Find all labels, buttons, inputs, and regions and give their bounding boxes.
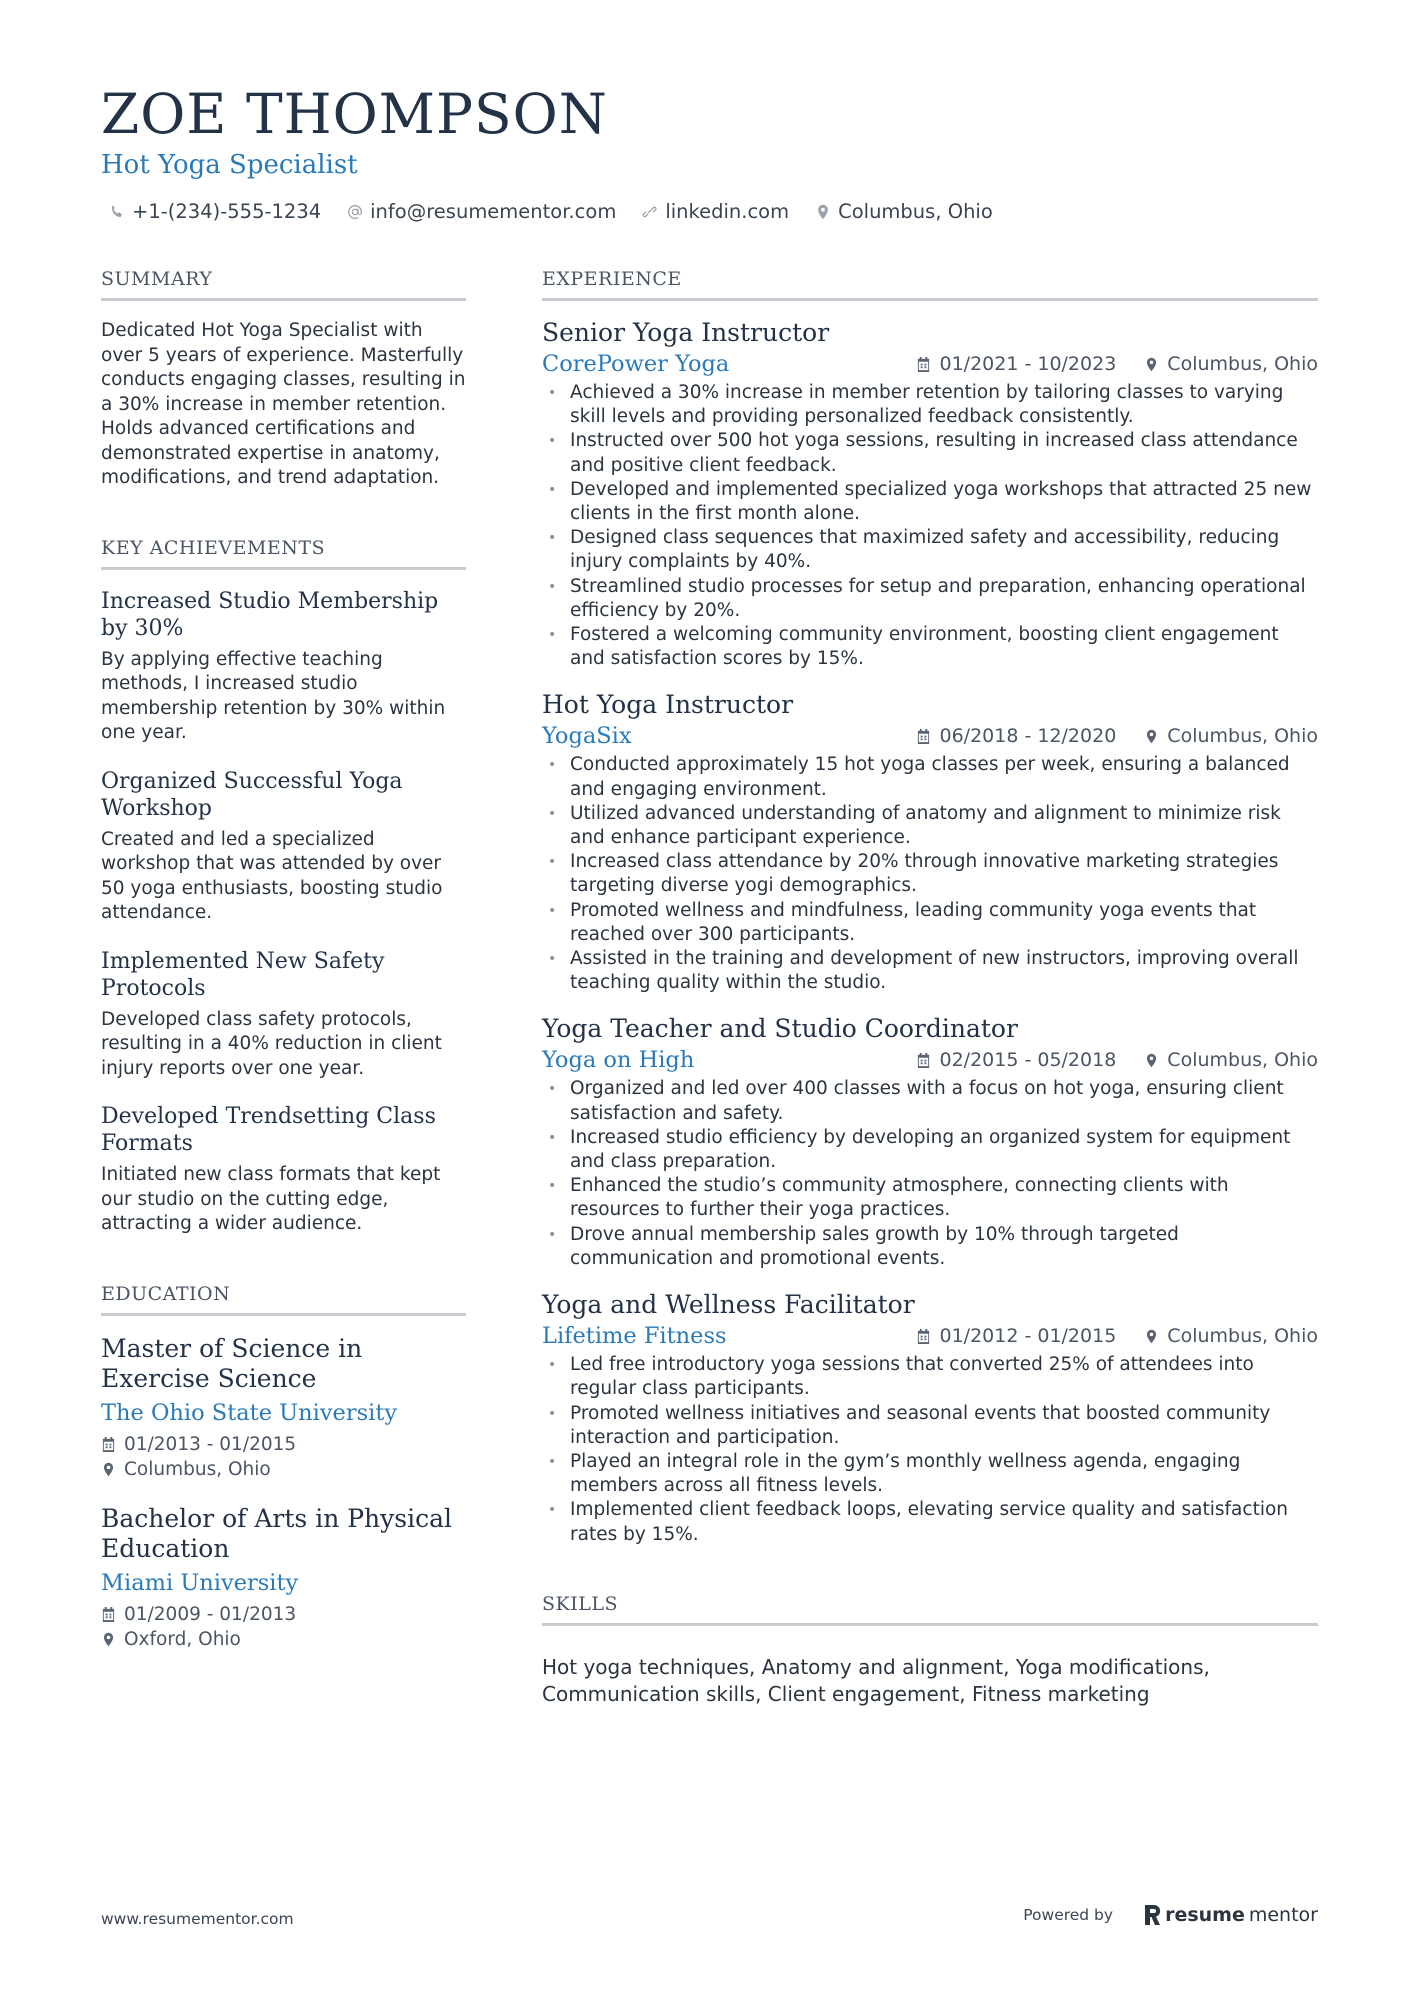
- candidate-title: Hot Yoga Specialist: [101, 150, 358, 180]
- brand-name-light: mentor: [1248, 1904, 1318, 1926]
- calendar-icon: [916, 1329, 931, 1344]
- achievement-title: Developed Trendsetting Class Formats: [101, 1104, 436, 1156]
- contact-location: [815, 200, 993, 223]
- location-icon: [815, 204, 831, 220]
- job-entry: [542, 1013, 1318, 1271]
- achievement-text: Created and led a specialized workshop that was attended by over 50 yoga enthusiasts, boosting studio attendance.: [101, 828, 443, 923]
- job-dates: [916, 725, 1116, 747]
- calendar-icon: [916, 729, 931, 744]
- job-location-text: Columbus, Ohio: [1167, 725, 1318, 748]
- powered-by-label: Powered by: [1023, 1906, 1114, 1924]
- job-location-text: Columbus, Ohio: [1167, 1049, 1318, 1072]
- achievement-item: [101, 588, 466, 746]
- contact-linkedin-text: linkedin.com: [665, 200, 790, 223]
- job-company: YogaSix: [542, 723, 632, 750]
- footer-website[interactable]: www.resumementor.com: [101, 1910, 294, 1928]
- education-location: [101, 1457, 466, 1482]
- job-meta: [916, 725, 1318, 747]
- contact-email[interactable]: [347, 200, 616, 223]
- job-location: [1144, 725, 1318, 747]
- achievement-text: Initiated new class formats that kept our studio on the cutting edge, attracting a wider audience.: [101, 1164, 441, 1234]
- job-bullet: • Promoted wellness and mindfulness, leading community yoga events that reached over 300 participants.: [542, 899, 1318, 947]
- calendar-icon: [916, 1053, 931, 1068]
- job-company: Yoga on High: [542, 1047, 695, 1074]
- job-info-row: [542, 1047, 1318, 1073]
- job-bullet: • Played an integral role in the gym’s monthly wellness agenda, engaging members across all fitness levels.: [542, 1450, 1318, 1498]
- job-bullet: • Enhanced the studio’s community atmosphere, connecting clients with resources to further their yoga practices.: [542, 1174, 1318, 1222]
- job-title: Yoga and Wellness Facilitator: [542, 1290, 915, 1320]
- achievement-title: Increased Studio Membership by 30%: [101, 588, 439, 641]
- location-icon: [1144, 357, 1159, 372]
- job-bullet: • Achieved a 30% increase in member retention by tailoring classes to varying skill levels and providing personalized feedback consistently.: [542, 381, 1318, 429]
- brand-logo-icon: [1143, 1905, 1161, 1925]
- job-bullet: • Organized and led over 400 classes with a focus on hot yoga, ensuring client satisfaction and safety.: [542, 1077, 1318, 1125]
- location-icon: [101, 1462, 116, 1477]
- education-dates: [101, 1602, 466, 1627]
- job-title: Yoga Teacher and Studio Coordinator: [542, 1014, 1018, 1044]
- job-info-row: [542, 723, 1318, 749]
- job-entry: [542, 1289, 1318, 1547]
- calendar-icon: [101, 1607, 116, 1622]
- phone-icon: [109, 204, 125, 220]
- job-dates-text: 06/2018 - 12/2020: [939, 725, 1117, 748]
- contact-phone[interactable]: [109, 200, 321, 223]
- job-location: [1144, 1049, 1318, 1071]
- job-info-row: [542, 351, 1318, 377]
- contact-phone-text: +1-(234)-555-1234: [132, 200, 322, 223]
- location-icon: [1144, 1053, 1159, 1068]
- achievement-text: By applying effective teaching methods, I increased studio membership retention by 30% within one year.: [101, 648, 446, 743]
- job-entry: [542, 689, 1318, 995]
- job-bullet: • Streamlined studio processes for setup and preparation, enhancing operational efficiency by 20%.: [542, 575, 1318, 623]
- skills-heading: SKILLS: [542, 1593, 1318, 1626]
- job-location: [1144, 1325, 1318, 1347]
- job-title: Hot Yoga Instructor: [542, 690, 794, 720]
- job-bullet: • Led free introductory yoga sessions that converted 25% of attendees into regular class participants.: [542, 1353, 1318, 1401]
- brand-logo[interactable]: [1143, 1904, 1318, 1926]
- job-dates: [916, 1325, 1116, 1347]
- job-title: Senior Yoga Instructor: [542, 318, 830, 347]
- contact-linkedin[interactable]: [642, 200, 789, 223]
- job-dates-text: 02/2015 - 05/2018: [939, 1049, 1117, 1072]
- job-location-text: Columbus, Ohio: [1167, 353, 1318, 375]
- contact-email-text: info@resumementor.com: [370, 200, 617, 223]
- calendar-icon: [916, 357, 931, 372]
- job-bullet: • Designed class sequences that maximized safety and accessibility, reducing injury complaints by 40%.: [542, 526, 1318, 574]
- job-dates-text: 01/2012 - 01/2015: [939, 1325, 1117, 1348]
- job-info-row: [542, 1323, 1318, 1349]
- job-meta: [916, 353, 1318, 375]
- education-degree: Master of Science in Exercise Science: [101, 1333, 363, 1393]
- education-heading: EDUCATION: [101, 1283, 466, 1316]
- calendar-icon: [101, 1437, 116, 1452]
- location-icon: [101, 1632, 116, 1647]
- job-bullet: • Drove annual membership sales growth by 10% through targeted communication and promotional events.: [542, 1223, 1318, 1271]
- job-bullet: • Instructed over 500 hot yoga sessions, resulting in increased class attendance and positive client feedback.: [542, 429, 1318, 477]
- brand-name-bold: resume: [1165, 1904, 1245, 1926]
- job-bullet: • Utilized advanced understanding of anatomy and alignment to minimize risk and enhance participant experience.: [542, 802, 1318, 850]
- job-company: Lifetime Fitness: [542, 1323, 727, 1350]
- job-company: CorePower Yoga: [542, 351, 730, 377]
- education-item: [101, 1504, 466, 1652]
- job-bullet: • Conducted approximately 15 hot yoga classes per week, ensuring a balanced and engaging environment.: [542, 753, 1318, 801]
- achievement-title: Implemented New Safety Protocols: [101, 948, 385, 1001]
- job-location: [1144, 353, 1318, 375]
- education-location: [101, 1627, 466, 1652]
- footer-brand: [1023, 1904, 1318, 1926]
- job-dates-text: 01/2021 - 10/2023: [939, 353, 1117, 375]
- job-entry: [542, 317, 1318, 671]
- left-column: [101, 268, 466, 1652]
- achievement-item: [101, 1103, 466, 1237]
- job-bullet: • Promoted wellness initiatives and seasonal events that boosted community interaction and participation.: [542, 1402, 1318, 1450]
- job-bullets: [542, 1353, 1318, 1547]
- right-column: [542, 268, 1318, 1708]
- resume-page: [101, 0, 1318, 1995]
- education-school: Miami University: [101, 1569, 299, 1596]
- education-dates-text: 01/2009 - 01/2013: [124, 1603, 297, 1625]
- location-icon: [1144, 729, 1159, 744]
- achievement-item: [101, 948, 466, 1082]
- achievement-text: Developed class safety protocols, resulting in a 40% reduction in client injury reports over one year.: [101, 1008, 442, 1079]
- education-item: [101, 1334, 466, 1482]
- job-dates: [916, 353, 1116, 375]
- job-bullet: • Assisted in the training and development of new instructors, improving overall teaching quality within the studio.: [542, 947, 1318, 995]
- education-dates: [101, 1432, 466, 1457]
- job-bullet: • Fostered a welcoming community environment, boosting client engagement and satisfaction scores by 15%.: [542, 623, 1318, 671]
- job-bullet: • Increased studio efficiency by developing an organized system for equipment and class preparation.: [542, 1126, 1318, 1174]
- education-degree: Bachelor of Arts in Physical Education: [101, 1503, 453, 1563]
- job-bullets: [542, 753, 1318, 995]
- job-dates: [916, 1049, 1116, 1071]
- summary-heading: SUMMARY: [101, 268, 466, 301]
- job-meta: [916, 1325, 1318, 1347]
- education-school: The Ohio State University: [101, 1399, 398, 1426]
- job-bullets: [542, 381, 1318, 671]
- job-bullet: • Implemented client feedback loops, elevating service quality and satisfaction rates by 15%.: [542, 1498, 1318, 1546]
- contact-location-text: Columbus, Ohio: [838, 200, 993, 223]
- contact-bar: [109, 200, 993, 223]
- achievement-item: [101, 768, 466, 926]
- job-meta: [916, 1049, 1318, 1071]
- experience-heading: EXPERIENCE: [542, 268, 1318, 301]
- education-location-text: Oxford, Ohio: [124, 1628, 241, 1650]
- achievement-title: Organized Successful Yoga Workshop: [101, 768, 403, 821]
- skills-text: Hot yoga techniques, Anatomy and alignment, Yoga modifications, Communication skills, Client engagement, Fitness marketing: [542, 1654, 1210, 1706]
- link-icon: [642, 204, 658, 220]
- job-bullet: • Developed and implemented specialized yoga workshops that attracted 25 new clients in the first month alone.: [542, 478, 1318, 526]
- job-bullets: [542, 1077, 1318, 1271]
- candidate-name: ZOE THOMPSON: [101, 82, 608, 146]
- summary-text: Dedicated Hot Yoga Specialist with over 5 years of experience. Masterfully conducts engaging classes, resulting in a 30% increase in member retention. Holds advanced certifications and demonstrated expertise in anatomy, modifications, and trend adaptation.: [101, 320, 466, 488]
- education-location-text: Columbus, Ohio: [124, 1458, 271, 1480]
- achievements-heading: KEY ACHIEVEMENTS: [101, 537, 466, 570]
- job-bullet: • Increased class attendance by 20% through innovative marketing strategies targeting diverse yogi demographics.: [542, 850, 1318, 898]
- education-dates-text: 01/2013 - 01/2015: [124, 1433, 297, 1455]
- at-icon: [347, 204, 363, 220]
- job-location-text: Columbus, Ohio: [1167, 1325, 1318, 1348]
- location-icon: [1144, 1329, 1159, 1344]
